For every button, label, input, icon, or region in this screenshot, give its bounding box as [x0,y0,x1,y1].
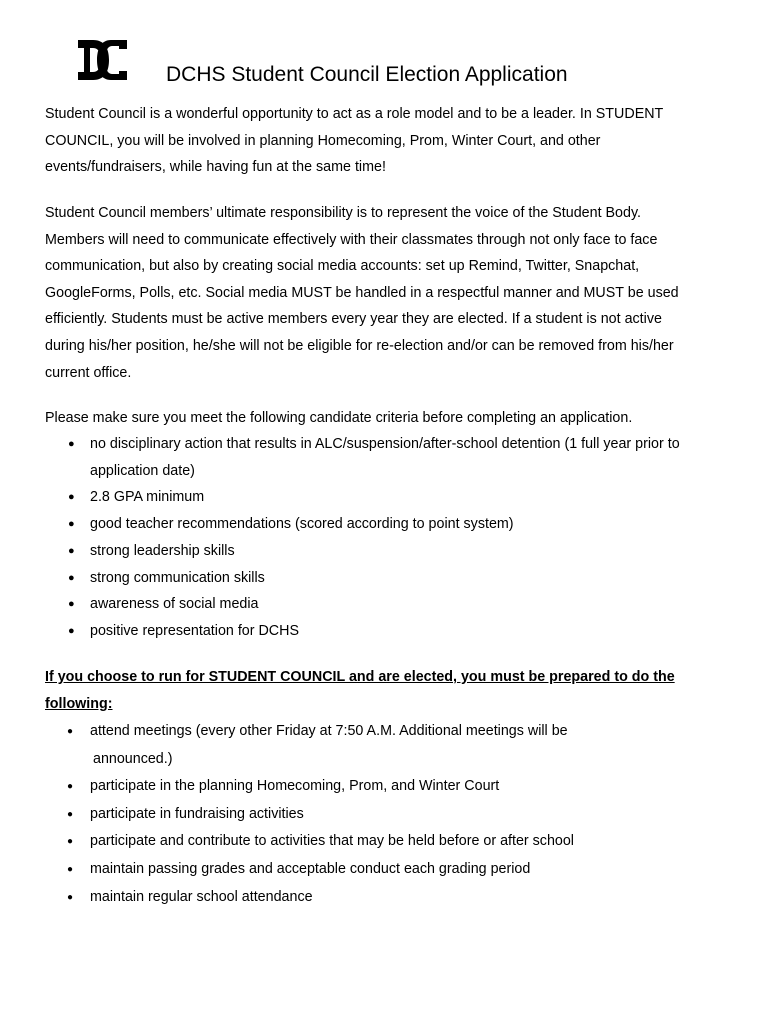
responsibility-line: during his/her position, he/she will not be eligible for re-election and/or can be removed from his/her [45,337,674,354]
bullet-icon: ● [68,598,75,611]
list-item [45,718,574,746]
duties-heading-line: If you choose to run for STUDENT COUNCIL and are elected, you must be prepared to do the [45,669,675,685]
bullet-icon: ● [67,836,74,848]
criteria-intro-text: Please make sure you meet the following candidate criteria before completing an application. [45,410,633,426]
responsibility-line: GoogleForms, Polls, etc. Social media MUST be handled in a respectful manner and MUST be used [45,284,679,301]
bullet-icon: ● [68,518,75,531]
criteria-text: 2.8 GPA minimum [90,489,205,506]
responsibility-line: Student Council members’ ultimate responsibility is to represent the voice of the Student Body. [45,205,642,221]
criteria-text: awareness of social media [90,596,259,613]
duties-heading-line: following: [45,696,113,712]
duty-text: attend meetings (every other Friday at 7:50 A.M. Additional meetings will be [90,723,568,739]
list-item [45,431,680,458]
list-item [45,538,680,565]
bullet-icon: ● [67,781,74,793]
intro-line: Student Council is a wonderful opportunity to act as a role model and to be a leader. In STUDENT [45,106,664,122]
bullet-icon: ● [68,544,75,557]
responsibility-line: efficiently. Students must be active members every year they are elected. If a student is not active [45,311,662,328]
duty-text: announced.) [93,750,173,767]
criteria-list [45,431,680,645]
criteria-text: good teacher recommendations (scored according to point system) [90,516,514,533]
list-item [45,884,574,912]
criteria-text: no disciplinary action that results in ALC/suspension/after-school detention (1 full year prior to [90,436,680,452]
list-item-continuation [45,458,680,485]
intro-line: events/fundraisers, while having fun at the same time! [45,159,386,176]
responsibility-paragraph [45,200,745,386]
duty-text: participate in the planning Homecoming, Prom, and Winter Court [90,778,500,795]
list-item [45,618,680,645]
bullet-icon: ● [68,624,75,637]
bullet-icon: ● [68,491,75,504]
intro-line: COUNCIL, you will be involved in planning Homecoming, Prom, Winter Court, and other [45,132,601,149]
list-item [45,484,680,511]
bullet-icon: ● [67,808,74,820]
list-item [45,511,680,538]
criteria-text: strong communication skills [90,569,265,586]
criteria-intro [45,405,745,432]
list-item [45,565,680,592]
duties-list [45,718,574,911]
responsibility-line: communication, but also by creating social media accounts: set up Remind, Twitter, Snapchat, [45,258,640,275]
page-title: DCHS Student Council Election Application [166,63,568,86]
duties-heading [45,664,745,718]
bullet-icon: ● [67,726,74,737]
intro-paragraph [45,101,745,181]
bullet-icon: ● [68,571,75,584]
responsibility-line: current office. [45,364,132,381]
list-item [45,828,574,856]
bullet-icon: ● [67,863,74,875]
list-item [45,591,680,618]
criteria-text: strong leadership skills [90,542,235,559]
criteria-text: application date) [90,462,195,479]
dchs-logo [75,38,129,82]
duty-text: participate in fundraising activities [90,805,304,822]
bullet-icon: ● [67,891,74,903]
list-item [45,801,574,829]
list-item [45,773,574,801]
duty-text: participate and contribute to activities that may be held before or after school [90,833,574,850]
list-item-continuation [45,746,574,774]
responsibility-line: Members will need to communicate effectively with their classmates through not only face to face [45,231,658,248]
criteria-text: positive representation for DCHS [90,622,299,639]
duty-text: maintain passing grades and acceptable conduct each grading period [90,860,531,877]
list-item [45,856,574,884]
bullet-icon: ● [68,438,75,450]
duty-text: maintain regular school attendance [90,888,313,905]
